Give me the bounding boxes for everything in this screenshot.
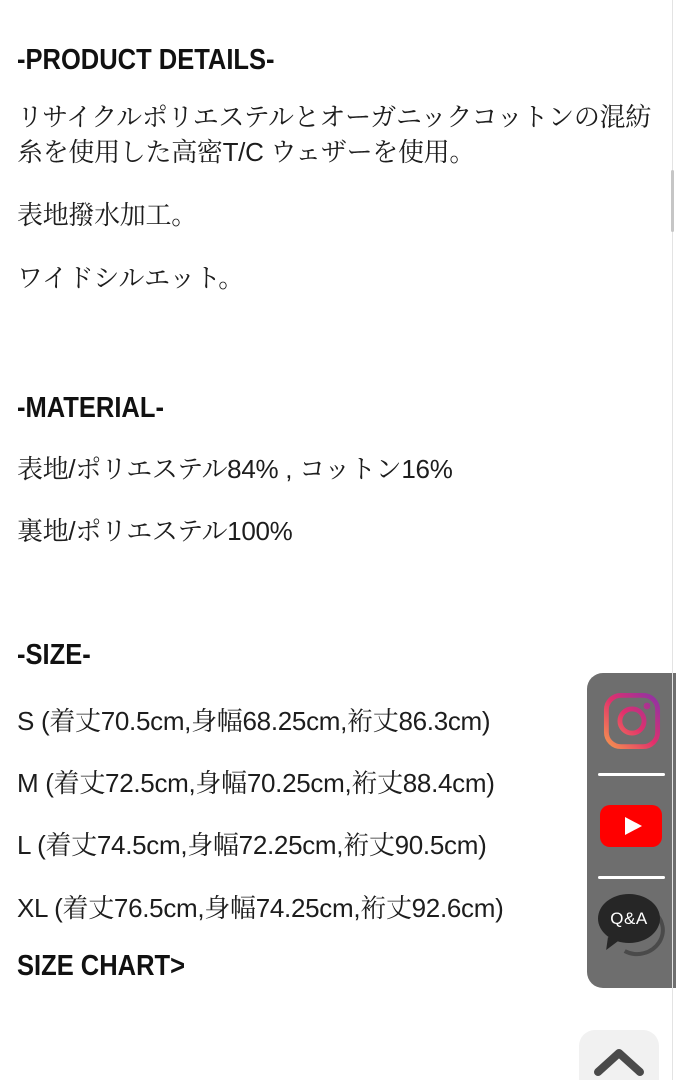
sidebar-divider	[598, 773, 665, 776]
product-details-heading: -PRODUCT DETAILS-	[17, 44, 275, 76]
product-feature-water-repellent: 表地撥水加工。	[17, 200, 197, 230]
qa-label: Q&A	[610, 908, 648, 928]
qa-bubble-tail	[606, 937, 621, 952]
instagram-icon[interactable]	[603, 692, 661, 750]
size-row-s: S (着丈70.5cm,身幅68.25cm,裄丈86.3cm)	[17, 706, 491, 736]
material-lining: 裏地/ポリエステル100%	[17, 516, 293, 546]
qa-speech-bubble	[598, 894, 660, 943]
size-row-l: L (着丈74.5cm,身幅72.25cm,裄丈90.5cm)	[17, 830, 487, 860]
size-chart-link[interactable]: SIZE CHART>	[17, 950, 186, 982]
size-heading: -SIZE-	[17, 639, 91, 671]
youtube-icon[interactable]	[600, 805, 662, 847]
qa-icon[interactable]	[598, 894, 665, 954]
scrollbar-track	[672, 0, 673, 1080]
size-row-m: M (着丈72.5cm,身幅70.25cm,裄丈88.4cm)	[17, 768, 495, 798]
social-sidebar	[587, 673, 676, 988]
sidebar-divider	[598, 876, 665, 879]
chevron-up-icon	[593, 1048, 645, 1076]
scroll-to-top-button[interactable]	[579, 1030, 659, 1080]
size-row-xl: XL (着丈76.5cm,身幅74.25cm,裄丈92.6cm)	[17, 893, 504, 923]
material-heading: -MATERIAL-	[17, 392, 164, 424]
product-intro-text: リサイクルポリエステルとオーガニックコットンの混紡糸を使用した高密T/C ウェザーを使用。	[17, 102, 651, 167]
product-feature-silhouette: ワイドシルエット。	[17, 263, 245, 293]
scrollbar-thumb[interactable]	[671, 170, 674, 232]
material-outer-fabric: 表地/ポリエステル84% , コットン16%	[17, 454, 453, 484]
